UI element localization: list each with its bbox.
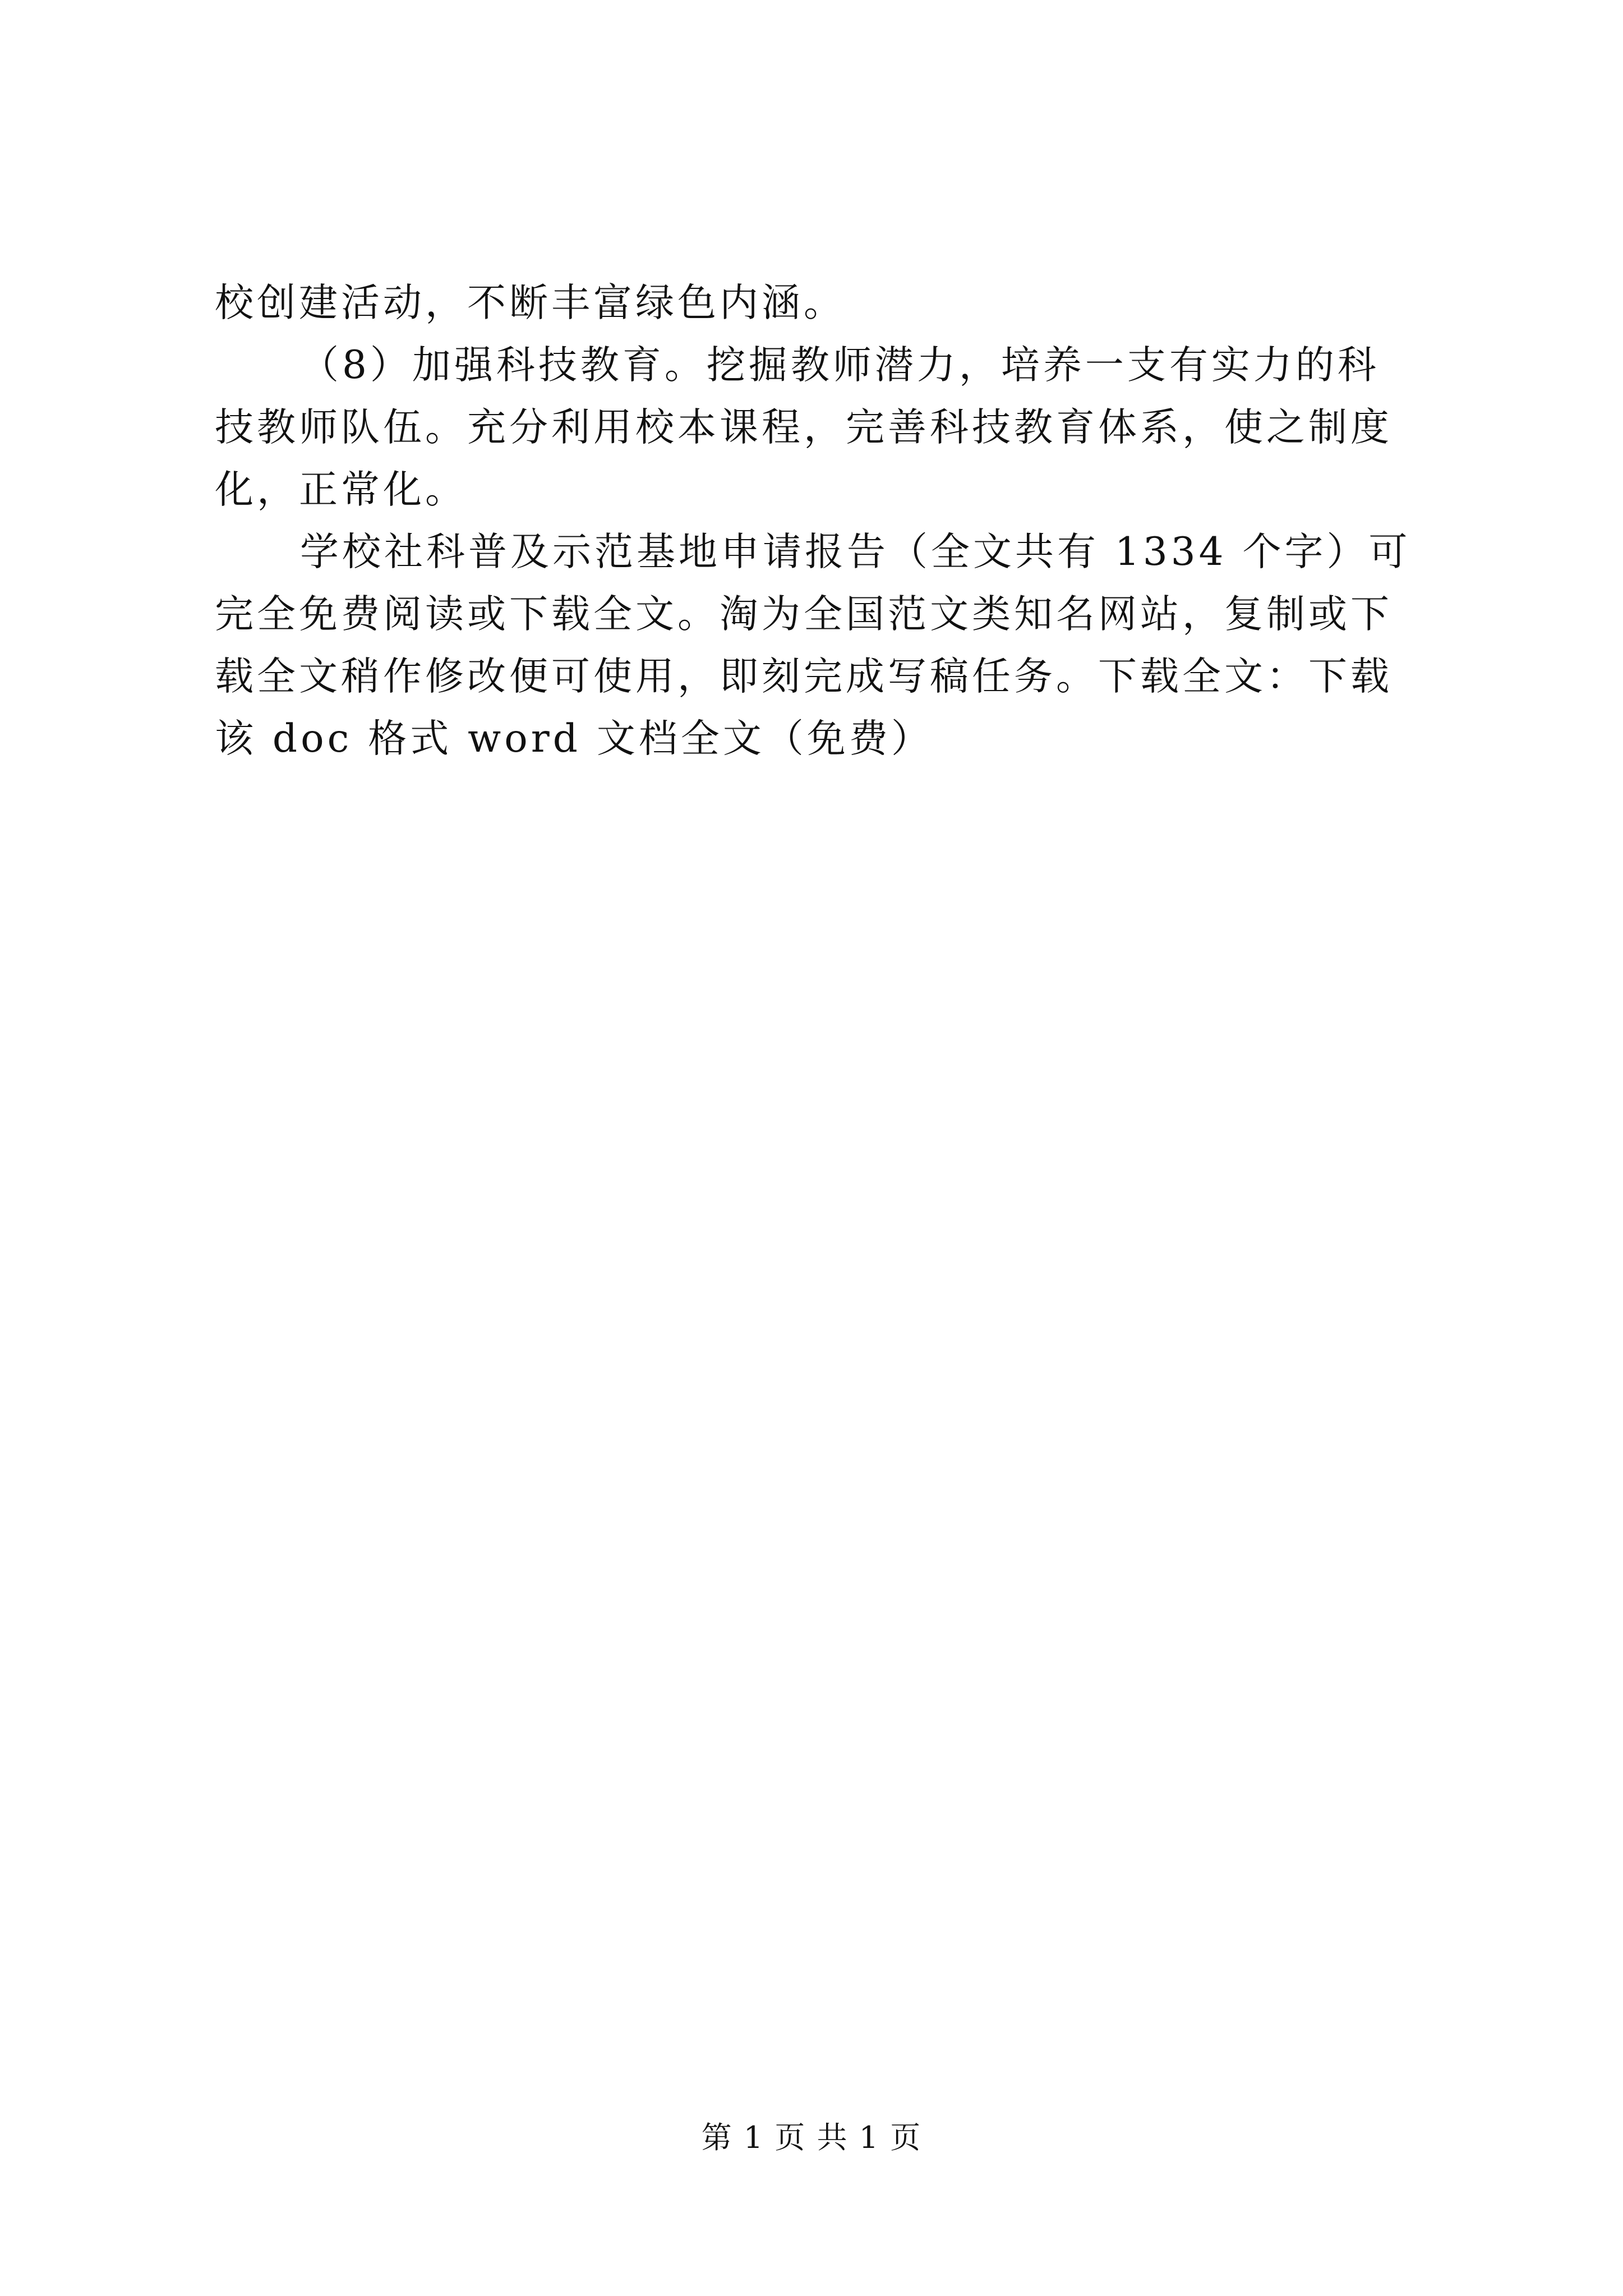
summary-paragraph-line-1: 学校社科普及示范基地申请报告（全文共有 1334 个字）可: [300, 530, 1411, 574]
page-number-footer: 第 1 页 共 1 页: [701, 2120, 922, 2155]
document-body: [215, 272, 1426, 770]
summary-paragraph-line-2: 完全免费阅读或下载全文。淘为全国范文类知名网站，复制或下: [215, 592, 1393, 637]
paragraph-continuation-line: 校创建活动，不断丰富绿色内涵。: [215, 280, 846, 325]
summary-paragraph-line-3: 载全文稍作修改便可使用，即刻完成写稿任务。下载全文：下载: [215, 654, 1393, 699]
paragraph-8-line-1: （8）加强科技教育。挖掘教师潜力，培养一支有实力的科: [300, 343, 1380, 388]
paragraph-8-line-2: 技教师队伍。充分利用校本课程，完善科技教育体系，使之制度: [215, 405, 1393, 450]
download-link-text[interactable]: 该 doc 格式 word 文档全文（免费）: [215, 716, 933, 761]
paragraph-8-line-3: 化，正常化。: [215, 467, 467, 512]
